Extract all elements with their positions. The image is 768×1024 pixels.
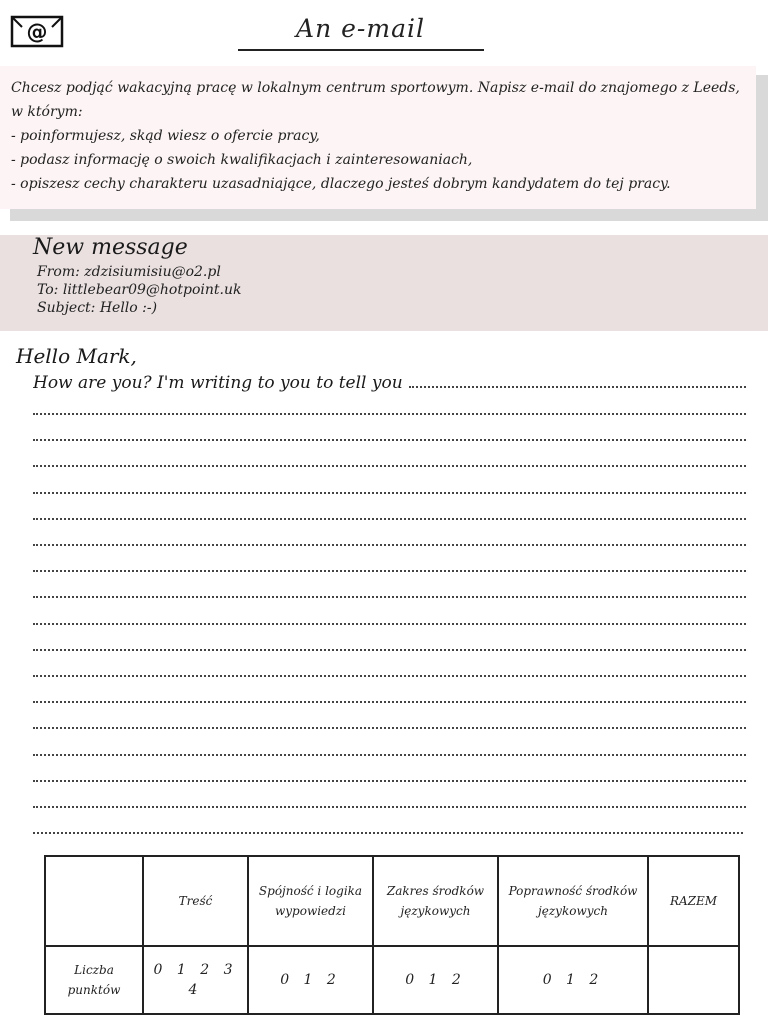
dotted-fill [409,386,746,388]
grading-header-cell: Treść [143,856,248,946]
writing-line[interactable] [33,465,746,467]
grading-header-cell: Poprawność środków językowych [498,856,648,946]
letter-greeting: Hello Mark, [16,344,137,368]
grading-header-cell: RAZEM [648,856,739,946]
grading-header-cell: Spójność i logika wypowiedzi [248,856,373,946]
writing-line[interactable] [33,832,743,834]
score-cell: 0 1 2 [248,946,373,1014]
grading-row-label: Liczba punktów [45,946,143,1014]
writing-line[interactable] [33,439,746,441]
grading-score-row [45,946,739,1014]
grading-header-cell: Zakres środków językowych [373,856,498,946]
task-point: - poinformujesz, skąd wiesz o ofercie pracy, [11,128,320,144]
grading-header-row [45,856,739,946]
task-point: - podasz informację o swoich kwalifikacjach i zainteresowaniach, [11,152,473,168]
letter-opening-text: How are you? I'm writing to you to tell you [33,373,403,393]
to-field: To: littlebear09@hotpoint.uk [37,282,242,298]
message-meta [37,263,241,317]
writing-line[interactable] [33,806,746,808]
subject-field: Subject: Hello :-) [37,300,158,316]
writing-line[interactable] [33,623,746,625]
writing-line[interactable] [33,544,746,546]
task-intro: Chcesz podjąć wakacyjną pracę w lokalnym centrum sportowym. Napisz e-mail do znajomego z Leeds, w którym: [11,80,740,120]
writing-line[interactable] [33,596,746,598]
from-field: From: zdzisiumisiu@o2.pl [37,264,221,280]
writing-line[interactable] [33,675,746,677]
task-instructions [0,66,756,209]
writing-line[interactable] [33,780,746,782]
writing-line[interactable] [33,518,746,520]
writing-line[interactable] [33,492,746,494]
task-point: - opiszesz cechy charakteru uzasadniające, dlaczego jesteś dobrym kandydatem do tej pracy. [11,176,671,192]
grading-header-cell [45,856,143,946]
envelope-at-icon [10,14,64,48]
grading-table [44,855,740,1015]
writing-line[interactable] [33,754,746,756]
message-header [0,235,768,331]
writing-line[interactable] [33,570,746,572]
writing-line[interactable] [33,701,746,703]
message-heading: New message [33,235,188,260]
score-cell: 0 1 2 3 4 [143,946,248,1014]
first-writing-line[interactable] [33,371,746,393]
total-cell[interactable] [648,946,739,1014]
score-cell: 0 1 2 [373,946,498,1014]
page-header [0,0,768,60]
at-glyph: @ [26,20,48,44]
writing-line[interactable] [33,413,746,415]
page-title: An e-mail [296,14,425,43]
writing-line[interactable] [33,649,746,651]
title-underline [238,49,484,51]
writing-line[interactable] [33,727,746,729]
score-cell: 0 1 2 [498,946,648,1014]
